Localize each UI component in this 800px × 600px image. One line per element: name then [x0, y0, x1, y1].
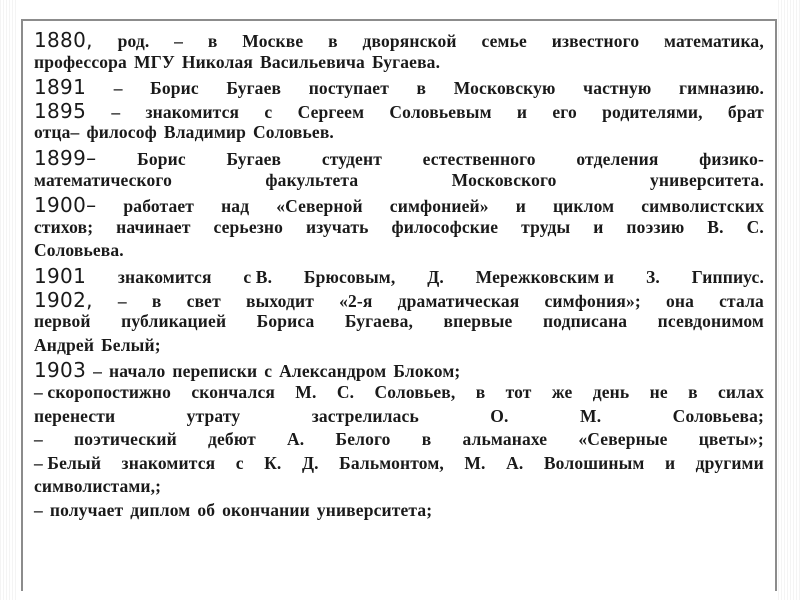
text-line: [34, 264, 764, 288]
text-word: известного: [551, 31, 640, 51]
text-word: в: [416, 78, 427, 99]
text-line: [34, 358, 764, 382]
text-word: выходит: [245, 290, 314, 311]
text-word: скончался: [191, 381, 275, 402]
text-word: МГУ: [133, 51, 175, 72]
text-word: об: [197, 499, 216, 520]
text-word: в: [421, 429, 432, 450]
text-word: –: [34, 429, 43, 450]
text-word: Бориса: [256, 311, 315, 332]
text-word: Соловьев,: [374, 381, 456, 402]
text-word: Бугаева,: [344, 311, 414, 332]
text-word: Московского: [451, 169, 557, 190]
text-word: М.: [295, 381, 317, 402]
text-word: Бальмонтом,: [339, 452, 444, 473]
text-word: Брюсовым,: [303, 266, 396, 287]
text-word: в: [328, 31, 338, 51]
text-word: тот: [505, 381, 532, 402]
text-word: Белый;: [101, 334, 161, 355]
text-word: –: [34, 499, 43, 520]
text-word: С.: [746, 216, 764, 237]
text-word: цветы»;: [698, 429, 764, 450]
text-line: [34, 406, 764, 430]
text-word: О.: [490, 405, 509, 426]
text-word: математического: [34, 169, 172, 190]
text-word: В.: [707, 216, 724, 237]
text-word: серьезно: [213, 216, 284, 237]
text-word: Александром: [279, 361, 387, 382]
text-word: А.: [506, 452, 524, 473]
text-word: Мережковским и: [475, 266, 615, 287]
text-word: Гиппиус.: [691, 266, 764, 287]
text-word: начинает: [116, 216, 191, 237]
text-word: Владимир: [163, 122, 247, 143]
text-word: отца–: [34, 122, 80, 143]
text-word: Блоком;: [393, 361, 461, 382]
text-word: и: [593, 216, 604, 237]
decorative-border-left: [0, 0, 16, 600]
text-line: [34, 429, 764, 453]
text-word: Васильевича: [260, 51, 365, 72]
text-word: поступает: [308, 78, 389, 99]
text-word: первой: [34, 311, 91, 332]
text-word: псевдонимом: [657, 311, 764, 332]
text-word: поэтический: [74, 429, 177, 450]
text-word: работает: [123, 196, 195, 217]
text-line: [34, 75, 764, 99]
text-word: Соловьева;: [672, 405, 764, 426]
text-word: Волошиным: [543, 452, 645, 473]
text-word: стала: [719, 290, 764, 311]
text-word: Соловьев.: [253, 122, 334, 143]
year-label: 1895: [34, 98, 87, 123]
text-word: философские: [391, 216, 499, 237]
text-word: дебют: [208, 429, 256, 450]
text-line: [34, 193, 764, 217]
text-word: С.: [336, 381, 355, 402]
text-word: брат: [727, 101, 764, 122]
text-word: «Северные: [578, 429, 668, 450]
text-word: не: [649, 381, 668, 402]
text-word: Бугаев: [226, 78, 282, 99]
text-word: в: [688, 381, 698, 402]
text-word: философ: [86, 122, 157, 143]
text-word: «2-я: [339, 290, 373, 311]
text-word: факультета: [265, 169, 359, 190]
text-word: М.: [464, 452, 486, 473]
text-word: симфонией»: [389, 196, 489, 217]
text-line: [34, 288, 764, 312]
text-line: [34, 382, 764, 406]
text-word: А.: [287, 429, 305, 450]
text-line: [34, 170, 764, 194]
text-word: с В.: [243, 266, 273, 287]
text-word: символистами,;: [34, 476, 162, 497]
text-word: окончании: [222, 499, 310, 520]
text-word: она: [665, 290, 695, 311]
text-word: подписана: [542, 311, 628, 332]
text-word: семье: [481, 31, 527, 51]
text-line: [34, 99, 764, 123]
text-word: публикацией: [121, 311, 227, 332]
text-word: драматическая: [397, 290, 520, 311]
text-word: циклом: [552, 196, 615, 217]
text-word: же: [551, 381, 573, 402]
year-label: 1902,: [34, 287, 93, 312]
text-word: Сергеем: [297, 101, 365, 122]
text-word: в: [151, 290, 162, 311]
text-word: и: [515, 196, 526, 217]
biography-text-box: [21, 19, 777, 591]
text-word: профессора: [34, 51, 127, 72]
text-word: поэзию: [626, 216, 685, 237]
year-label: 1901: [34, 263, 87, 288]
text-word: университета.: [650, 169, 764, 190]
text-word: З.: [645, 266, 660, 287]
text-word: Борис: [150, 78, 199, 99]
text-word: застрелилась: [311, 405, 419, 426]
text-word: диплом: [130, 499, 191, 520]
text-word: и: [664, 452, 676, 473]
text-word: изучать: [305, 216, 369, 237]
text-word: с: [235, 452, 244, 473]
text-line: [34, 453, 764, 477]
text-line: [34, 311, 764, 335]
text-word: дворянской: [362, 31, 457, 51]
text-word: – Белый: [34, 452, 102, 473]
text-word: частную: [583, 78, 652, 99]
text-word: «Северной: [276, 196, 363, 217]
text-line: [34, 52, 764, 76]
text-word: родителями,: [602, 101, 703, 122]
text-line: [34, 335, 764, 359]
text-word: впервые: [443, 311, 513, 332]
text-word: начало: [109, 361, 166, 382]
text-word: Д.: [427, 266, 444, 287]
text-word: –: [111, 101, 121, 122]
text-word: переписки: [172, 361, 258, 382]
text-line: [34, 500, 764, 524]
text-word: утрату: [186, 405, 241, 426]
text-word: –: [113, 78, 123, 99]
text-word: день: [592, 381, 630, 402]
text-line: [34, 217, 764, 241]
text-word: свет: [186, 290, 221, 311]
text-line: [34, 146, 764, 170]
text-word: отделения: [576, 148, 659, 169]
text-word: знакомится: [121, 452, 216, 473]
text-word: и: [516, 101, 528, 122]
text-word: перенести: [34, 405, 116, 426]
text-word: род.: [117, 31, 150, 51]
text-word: Московскую: [453, 78, 556, 99]
text-word: получает: [49, 499, 124, 520]
text-word: знакомится: [117, 266, 212, 287]
text-word: Соловьевым: [389, 101, 492, 122]
text-word: с: [264, 101, 273, 122]
text-line: [34, 28, 764, 52]
text-word: –: [174, 31, 184, 51]
text-word: силах: [717, 381, 764, 402]
text-word: математика,: [664, 31, 764, 51]
text-word: Бугаева.: [371, 51, 441, 72]
text-word: студент: [321, 148, 382, 169]
text-line: [34, 122, 764, 146]
year-label: 1899–: [34, 145, 97, 170]
text-word: в: [475, 381, 486, 402]
text-word: символистских: [641, 196, 764, 217]
year-label: 1903: [34, 358, 87, 383]
text-word: другими: [695, 452, 764, 473]
text-word: университета;: [316, 499, 433, 520]
text-word: Соловьева.: [34, 240, 124, 261]
text-word: гимназию.: [679, 78, 764, 99]
text-word: Борис: [137, 148, 186, 169]
text-word: стихов;: [34, 216, 94, 237]
text-line: [34, 240, 764, 264]
text-word: труды: [521, 216, 571, 237]
decorative-border-right: [778, 0, 800, 600]
text-word: в: [207, 31, 218, 51]
text-word: Д.: [301, 452, 319, 473]
text-word: физико-: [699, 148, 764, 169]
year-label: 1880,: [34, 28, 93, 52]
text-word: его: [552, 101, 577, 122]
text-word: с: [264, 361, 273, 382]
text-word: –: [117, 290, 127, 311]
text-word: знакомится: [145, 101, 240, 122]
year-label: 1900–: [34, 193, 97, 218]
text-word: альманахе: [462, 429, 548, 450]
text-line: [34, 476, 764, 500]
text-word: Бугаев: [226, 148, 282, 169]
year-label: 1891: [34, 75, 87, 100]
text-word: К.: [264, 452, 282, 473]
text-word: симфония»;: [544, 290, 641, 311]
text-word: Белого: [335, 429, 391, 450]
text-word: –: [93, 361, 103, 382]
text-word: Николая: [181, 51, 254, 72]
text-word: – скоропостижно: [34, 381, 172, 402]
text-word: М.: [580, 405, 602, 426]
text-word: над: [221, 196, 250, 217]
text-word: естественного: [422, 148, 536, 169]
text-word: Москве: [242, 31, 304, 51]
text-word: Андрей: [34, 334, 95, 355]
